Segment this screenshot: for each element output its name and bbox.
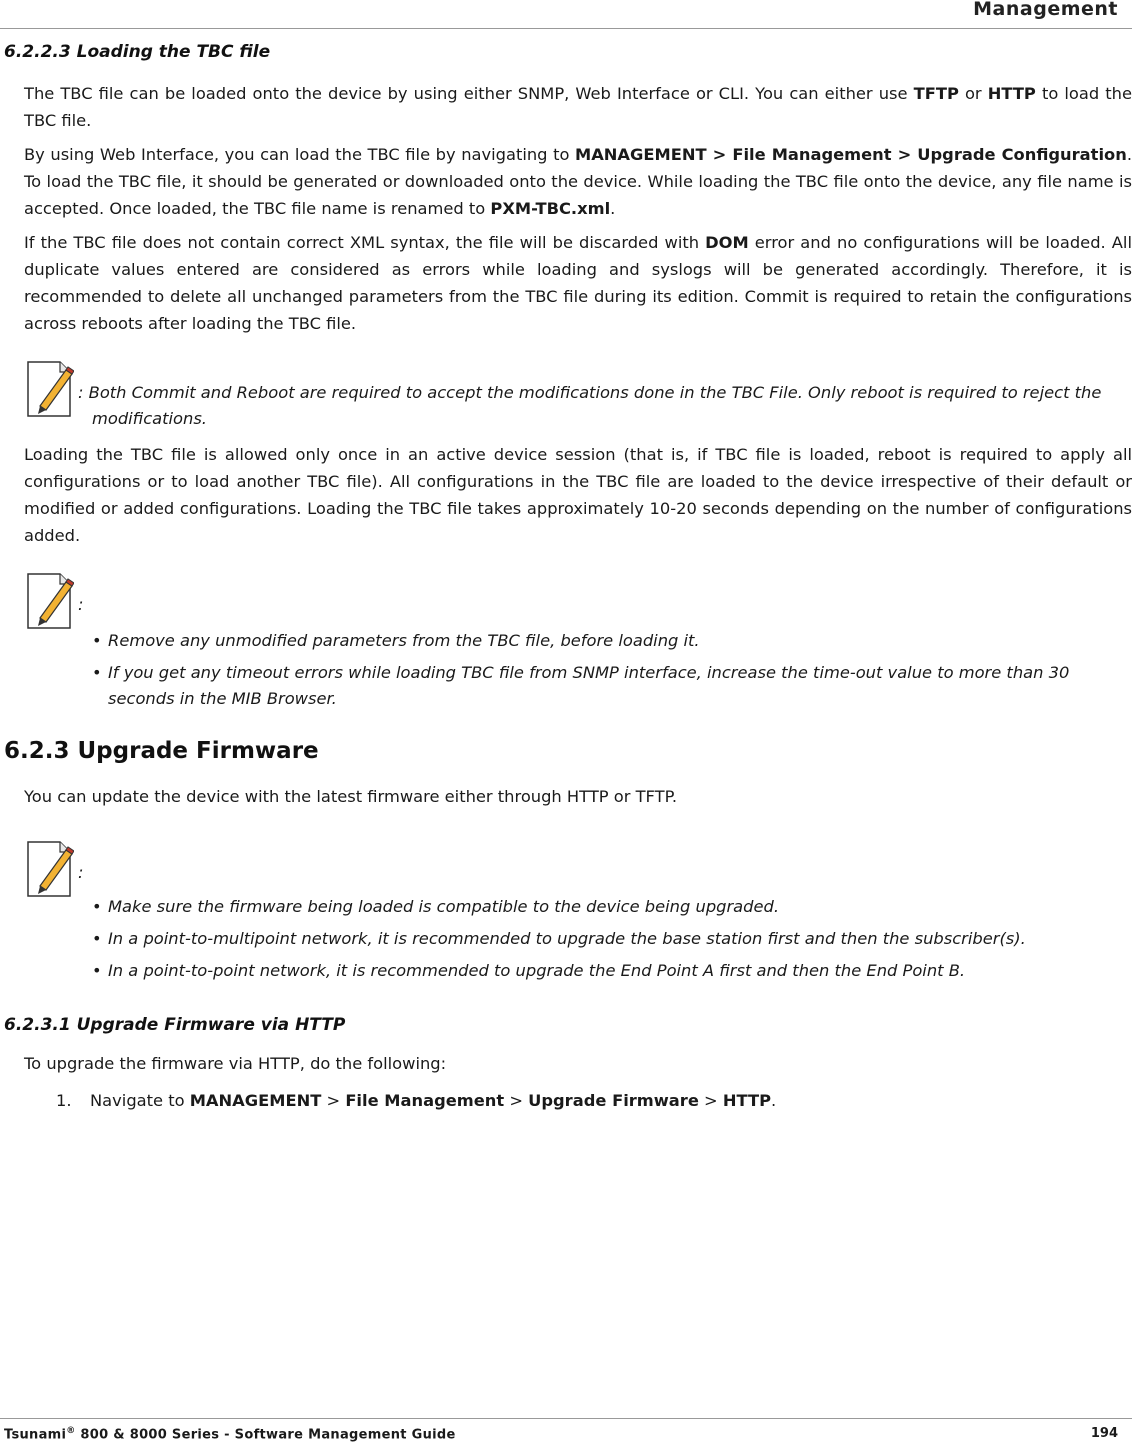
note-colon: :: [78, 595, 84, 614]
bullet-glyph: •: [92, 961, 102, 980]
footer-guide-title: Tsunami® 800 & 8000 Series - Software Management Guide: [4, 1426, 456, 1443]
bullet-glyph: •: [92, 631, 102, 650]
section-heading-6-2-2-3: 6.2.2.3 Loading the TBC file: [4, 42, 271, 62]
note-pencil-icon: [26, 360, 74, 418]
paragraph-tbc-xml-syntax: If the TBC file does not contain correct XML syntax, the file will be discarded with DOM error and no configurations will be loaded. All duplicate values entered are considered as errors while loading and syslogs will be generated accordingly. Therefore, it is recommended to delete all unchanged parameters from the TBC file during its edition. Commit is required to retain the configurations across reboots after loading the TBC file.: [24, 233, 1132, 333]
paragraph-tbc-load-methods: The TBC file can be loaded onto the device by using either SNMP, Web Interface or CLI. You can either use TFTP or HTTP to load the TBC file.: [24, 84, 1132, 130]
paragraph-tbc-once-per-session: Loading the TBC file is allowed only once in an active device session (that is, if TBC file is loaded, reboot is required to apply all configurations or to load another TBC file). All configurations in the TBC file are loaded to the device irrespective of their default or modified or added configurations. Loading the TBC file takes approximately 10-20 seconds depending on the number of configurations added.: [24, 445, 1132, 545]
note-pencil-icon: [26, 572, 74, 630]
note-pencil-icon: [26, 840, 74, 898]
footer-page-number: 194: [1090, 1426, 1118, 1441]
step-item: 1. Navigate to MANAGEMENT > File Management > Upgrade Firmware > HTTP.: [56, 1087, 1116, 1114]
paragraph-tbc-web-interface: By using Web Interface, you can load the TBC file by navigating to MANAGEMENT > File Management > Upgrade Configuration. To load the TBC file, it should be generated or downloaded onto the device. While loading the TBC file onto the device, any file name is accepted. Once loaded, the TBC file name is renamed to PXM-TBC.xml.: [24, 145, 1132, 218]
bullet-glyph: •: [92, 663, 102, 682]
section-heading-6-2-3-1: 6.2.3.1 Upgrade Firmware via HTTP: [4, 1015, 346, 1035]
bullet-text: Make sure the firmware being loaded is compatible to the device being upgraded.: [108, 897, 780, 916]
bullet-text: In a point-to-point network, it is recommended to upgrade the End Point A first and then the End Point B.: [108, 961, 966, 980]
bullet-text: If you get any timeout errors while loading TBC file from SNMP interface, increase the time-out value to more than 30 seconds in the MIB Browser.: [108, 663, 1070, 708]
bullet-text: In a point-to-multipoint network, it is recommended to upgrade the base station first and then the subscriber(s).: [108, 929, 1026, 948]
footer-rule: [0, 1418, 1132, 1419]
note-commit-reboot: : Both Commit and Reboot are required to accept the modifications done in the TBC File. Only reboot is required to reject the modifications.: [78, 383, 1102, 428]
note-colon: :: [78, 863, 84, 882]
page-header-title: Management: [973, 0, 1118, 20]
paragraph-upgrade-via-http: To upgrade the firmware via HTTP, do the following:: [24, 1054, 447, 1073]
header-rule: [0, 28, 1132, 29]
paragraph-update-firmware: You can update the device with the latest firmware either through HTTP or TFTP.: [24, 787, 678, 806]
bullet-glyph: •: [92, 897, 102, 916]
bullet-glyph: •: [92, 929, 102, 948]
section-heading-6-2-3: 6.2.3 Upgrade Firmware: [4, 738, 319, 764]
bullet-text: Remove any unmodified parameters from the TBC file, before loading it.: [108, 631, 700, 650]
step-number: 1.: [56, 1091, 72, 1110]
